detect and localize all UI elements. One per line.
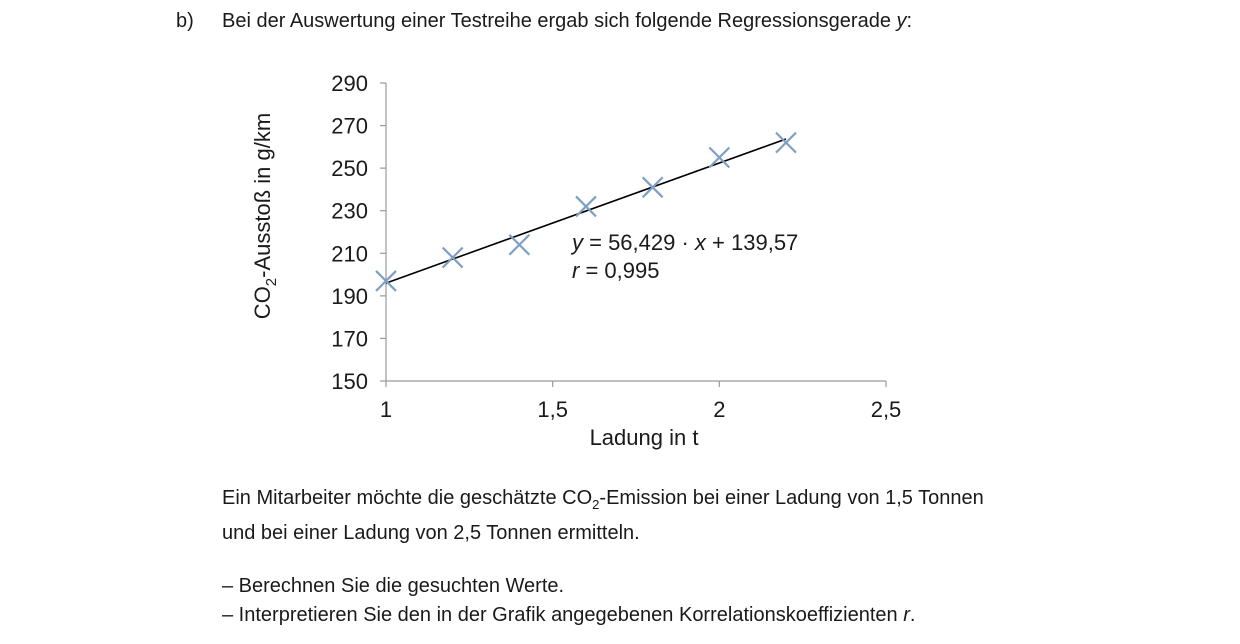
- x-axis-ticks: [380, 381, 901, 422]
- regression-equation: y = 56,429 · x + 139,57: [572, 230, 799, 255]
- data-point: [643, 177, 663, 197]
- task-paragraph: [222, 484, 984, 548]
- x-tick-label: 2: [713, 397, 726, 422]
- y-tick-label: 250: [331, 156, 368, 182]
- data-point: [509, 235, 529, 255]
- x-axis-title: Ladung in t: [589, 425, 699, 450]
- data-point: [443, 248, 463, 268]
- y-tick-label: 150: [331, 369, 368, 394]
- correlation-coefficient: r = 0,995: [572, 258, 660, 283]
- bullet-item: – Berechnen Sie die gesuchten Werte.: [222, 575, 565, 597]
- y-tick-label: 290: [331, 71, 368, 96]
- data-point: [576, 196, 596, 216]
- part-label: b): [176, 10, 194, 32]
- task-bullets: [222, 572, 915, 630]
- intro-text: Bei der Auswertung einer Testreihe ergab sich folgende Regressionsgerade y:: [222, 10, 913, 32]
- y-axis-ticks: [331, 71, 386, 394]
- paragraph-line-1: Ein Mitarbeiter möchte die geschätzte $CO_2$-Emission bei einer Ladung von 1,5 Tonnen: [222, 487, 984, 512]
- x-tick-label: 1,5: [537, 397, 568, 422]
- x-tick-label: 1: [379, 397, 393, 422]
- x-tick-label: 2,5: [870, 397, 902, 422]
- data-point: [709, 148, 729, 168]
- y-tick-label: 210: [331, 241, 368, 267]
- y-tick-label: 270: [331, 113, 368, 139]
- y-tick-label: 170: [331, 326, 368, 352]
- y-axis-title: $CO_2$-Ausstoß in g/km: [250, 112, 280, 320]
- y-tick-label: 190: [331, 283, 368, 309]
- data-point: [776, 133, 796, 153]
- bullet-item: – Interpretieren Sie den in der Grafik angegebenen Korrelationskoeffizienten r.: [222, 604, 916, 626]
- y-tick-label: 230: [331, 198, 368, 224]
- paragraph-line-2: und bei einer Ladung von 2,5 Tonnen ermitteln.: [222, 522, 640, 544]
